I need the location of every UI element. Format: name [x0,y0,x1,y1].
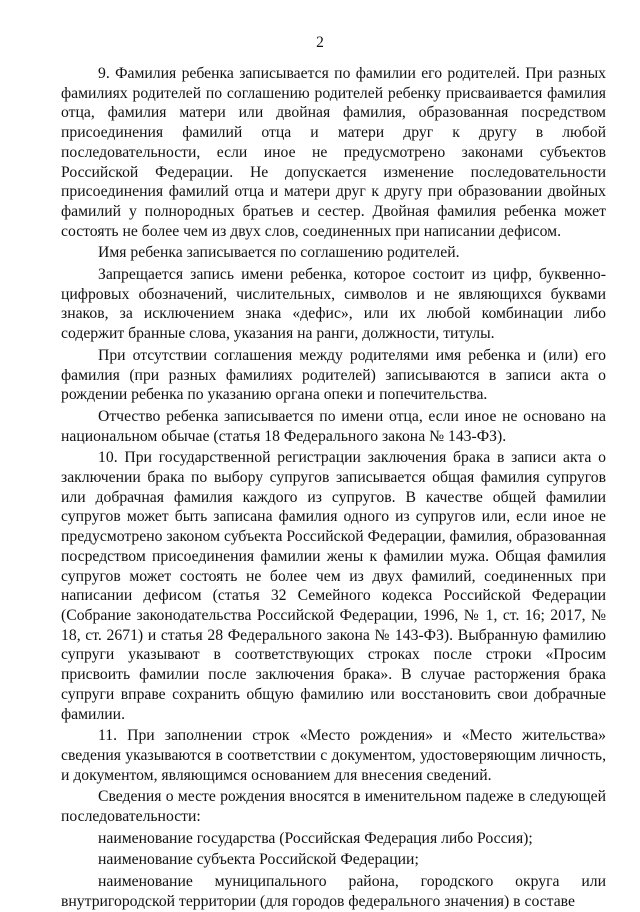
paragraph-10-marriage-surname: 10. При государственной регистрации заключения брака в записи акта о заключении брака по выбору супругов записывается общая фамилия супругов или добрачная фамилия каждого из супругов. В качестве общей фамилии супругов может быть записана фамилия одного из супругов или, если иное не предусмотрено законом субъекта Российской Федерации, фамилия, образованная посредством присоединения фамилии жены к фамилии мужа. Общая фамилия супругов может состоять не более чем из двух фамилий, соединенных при написании дефисом (статья 32 Семейного кодекса Российской Федерации (Собрание законодательства Российской Федерации, 1996, № 1, ст. 16; 2017, № 18, ст. 2671) и статья 28 Федерального закона № 143-ФЗ). Выбранную фамилию супруги указывают в соответствующих строках после строки «Просим присвоить фамилии после заключения брака». В случае расторжения брака супруги вправе сохранить общую фамилию или восстановить свои добрачные фамилии. [61,449,606,723]
paragraph-municipal-name: наименование муниципального района, городского округа или внутригородской территории (для городов федерального значения) в составе [61,873,606,910]
paragraph-state-name: наименование государства (Российская Федерация либо Россия); [98,829,533,847]
paragraph-federal-subject-name: наименование субъекта Российской Федерации; [98,851,419,869]
paragraph-11-place-fields: 11. При заполнении строк «Место рождения» и «Место жительства» сведения указываются в соответствии с документом, удостоверяющим личность, и документом, являющимся основанием для внесения сведений. [61,727,606,784]
page-number: 2 [316,34,324,51]
paragraph-child-name-agreement: Имя ребенка записывается по соглашению родителей. [98,244,460,262]
paragraph-name-prohibitions: Запрещается запись имени ребенка, которое состоит из цифр, буквенно-цифровых обозначений, числительных, символов и не являющихся буквами знаков, за исключением знака «дефис», или их любой комбинации либо содержит бранные слова, указания на ранги, должности, титулы. [61,266,606,343]
paragraph-patronymic: Отчество ребенка записывается по имени отца, если иное не основано на национальном обычае (статья 18 Федерального закона № 143-ФЗ). [61,407,606,445]
paragraph-guardianship-decision: При отсутствии соглашения между родителями имя ребенка и (или) его фамилия (при разных фамилиях родителей) записываются в записи акта о рождении ребенка по указанию органа опеки и попечительства. [61,346,606,404]
paragraph-birthplace-order: Сведения о месте рождения вносятся в именительном падеже в следующей последовательности: [61,788,606,826]
document-body [61,64,606,912]
paragraph-9-surname-of-child: 9. Фамилия ребенка записывается по фамилии его родителей. При разных фамилиях родителей по соглашению родителей ребенку присваивается фамилия отца, фамилия матери или двойная фамилия, образованная посредством присоединения фамилий отца и матери друг к другу в любой последовательности, если иное не предусмотрено законами субъектов Российской Федерации. Не допускается изменение последовательности присоединения фамилий отца и матери друг к другу при образовании двойных фамилий у полнородных братьев и сестер. Двойная фамилия ребенка может состоять не более чем из двух слов, соединенных при написании дефисом. [61,65,606,240]
